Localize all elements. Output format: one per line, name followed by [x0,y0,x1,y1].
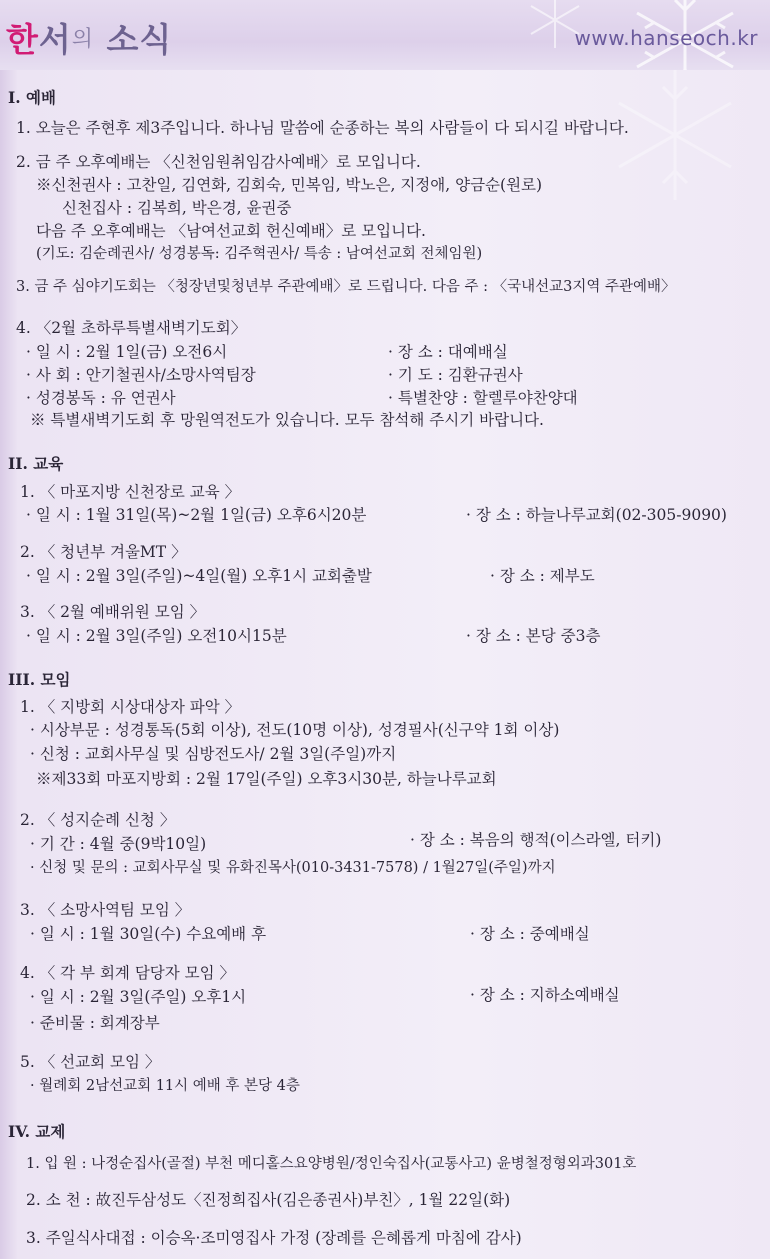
list-item: · 기 간 : 4월 중(9박10일) [30,835,207,853]
list-item: · 장 소 : 하늘나루교회(02-305-9090) [466,506,727,524]
list-item: 1. 오늘은 주현후 제3주입니다. 하나님 말씀에 순종하는 복의 사람들이 다 되시길 바랍니다. [16,119,629,137]
list-item: 5. 〈 선교회 모임 〉 [20,1053,161,1071]
list-item: · 일 시 : 2월 3일(주일) 오전10시15분 [26,627,287,645]
title-part-1: 한 [6,20,39,59]
section-heading-education: II. 교육 [8,454,64,473]
list-item: ※제33회 마포지방회 : 2월 17일(주일) 오후3시30분, 하늘나루교회 [36,770,497,788]
list-item: · 성경봉독 : 유 연권사 [26,389,176,407]
list-item: ※신천권사 : 고찬일, 김연화, 김회숙, 민복임, 박노은, 지정애, 양금순(원로) [36,176,543,194]
list-item: 2. 소 천 : 故진두삼성도〈진정희집사(김은종권사)부친〉, 1월 22일(화) [26,1191,511,1209]
list-item: 다음 주 오후예배는 〈남여선교회 헌신예배〉로 모입니다. [36,222,426,240]
list-item: 3. 금 주 심야기도회는 〈청장년및청년부 주관예배〉로 드립니다. 다음 주 : 〈국내선교3지역 주관예배〉 [16,279,676,295]
list-item: · 특별찬양 : 할렐루야찬양대 [388,389,578,407]
list-item: 2. 〈 성지순례 신청 〉 [20,811,176,829]
list-item: 3. 주일식사대접 : 이승옥·조미영집사 가정 (장례를 은혜롭게 마침에 감사) [26,1229,522,1247]
title-part-4: 소식 [106,20,173,59]
title-part-3: 의 [71,27,95,52]
list-item: 3. 〈 2월 예배위원 모임 〉 [20,603,206,621]
section-heading-worship: I. 예배 [8,88,56,107]
list-item: · 월례회 2남선교회 11시 예배 후 본당 4층 [30,1078,300,1094]
list-item: 1. 〈 지방회 시상대상자 파악 〉 [20,698,241,716]
list-item: · 일 시 : 2월 1일(금) 오전6시 [26,343,228,361]
list-item: · 장 소 : 대예배실 [388,343,508,361]
list-item: · 장 소 : 복음의 행적(이스라엘, 터키) [410,831,662,849]
list-item: · 일 시 : 2월 3일(주일)~4일(월) 오후1시 교회출발 [26,567,372,585]
list-item: · 일 시 : 2월 3일(주일) 오후1시 [30,988,247,1006]
list-item: ※ 특별새벽기도회 후 망원역전도가 있습니다. 모두 참석해 주시기 바랍니다. [30,411,544,429]
list-item: 2. 〈 청년부 겨울MT 〉 [20,543,187,561]
list-item: 4. 〈 각 부 회계 담당자 모임 〉 [20,964,236,982]
site-url[interactable]: www.hanseoch.kr [574,26,758,50]
list-item: 신천집사 : 김복희, 박은경, 윤권중 [62,199,292,217]
list-item: · 기 도 : 김환규권사 [388,366,523,384]
list-item: · 신청 : 교회사무실 및 심방전도사/ 2월 3일(주일)까지 [30,745,397,763]
list-item: · 신청 및 문의 : 교회사무실 및 유화진목사(010-3431-7578) / 1월27일(주일)까지 [30,860,556,876]
list-item: 3. 〈 소망사역팀 모임 〉 [20,901,191,919]
list-item: · 시상부문 : 성경통독(5회 이상), 전도(10명 이상), 성경필사(신구약 1회 이상) [30,721,560,739]
list-item: · 일 시 : 1월 30일(수) 수요예배 후 [30,925,267,943]
list-item: · 장 소 : 본당 중3층 [466,627,601,645]
list-item: 1. 〈 마포지방 신천장로 교육 〉 [20,483,241,501]
list-item: · 장 소 : 제부도 [490,567,595,585]
list-item: · 장 소 : 지하소예배실 [470,986,620,1004]
list-item: · 준비물 : 회계장부 [30,1014,160,1032]
list-item: 4. 〈2월 초하루특별새벽기도회〉 [16,319,247,337]
list-item: 2. 금 주 오후예배는 〈신천임원취임감사예배〉로 모입니다. [16,153,421,171]
list-item: · 장 소 : 중예배실 [470,925,590,943]
list-item: 1. 입 원 : 나정순집사(골절) 부천 메디홀스요양병원/정인숙집사(교통사고) 윤병철정형외과301호 [26,1156,637,1172]
section-heading-meetings: III. 모임 [8,670,71,689]
list-item: · 사 회 : 안기철권사/소망사역팀장 [26,366,256,384]
title-part-2: 서 [38,20,72,59]
section-heading-fellowship: IV. 교제 [8,1122,66,1141]
list-item: · 일 시 : 1월 31일(목)~2월 1일(금) 오후6시20분 [26,506,367,524]
list-item: (기도: 김순례권사/ 성경봉독: 김주혁권사/ 특송 : 남여선교회 전체임원) [36,246,483,262]
